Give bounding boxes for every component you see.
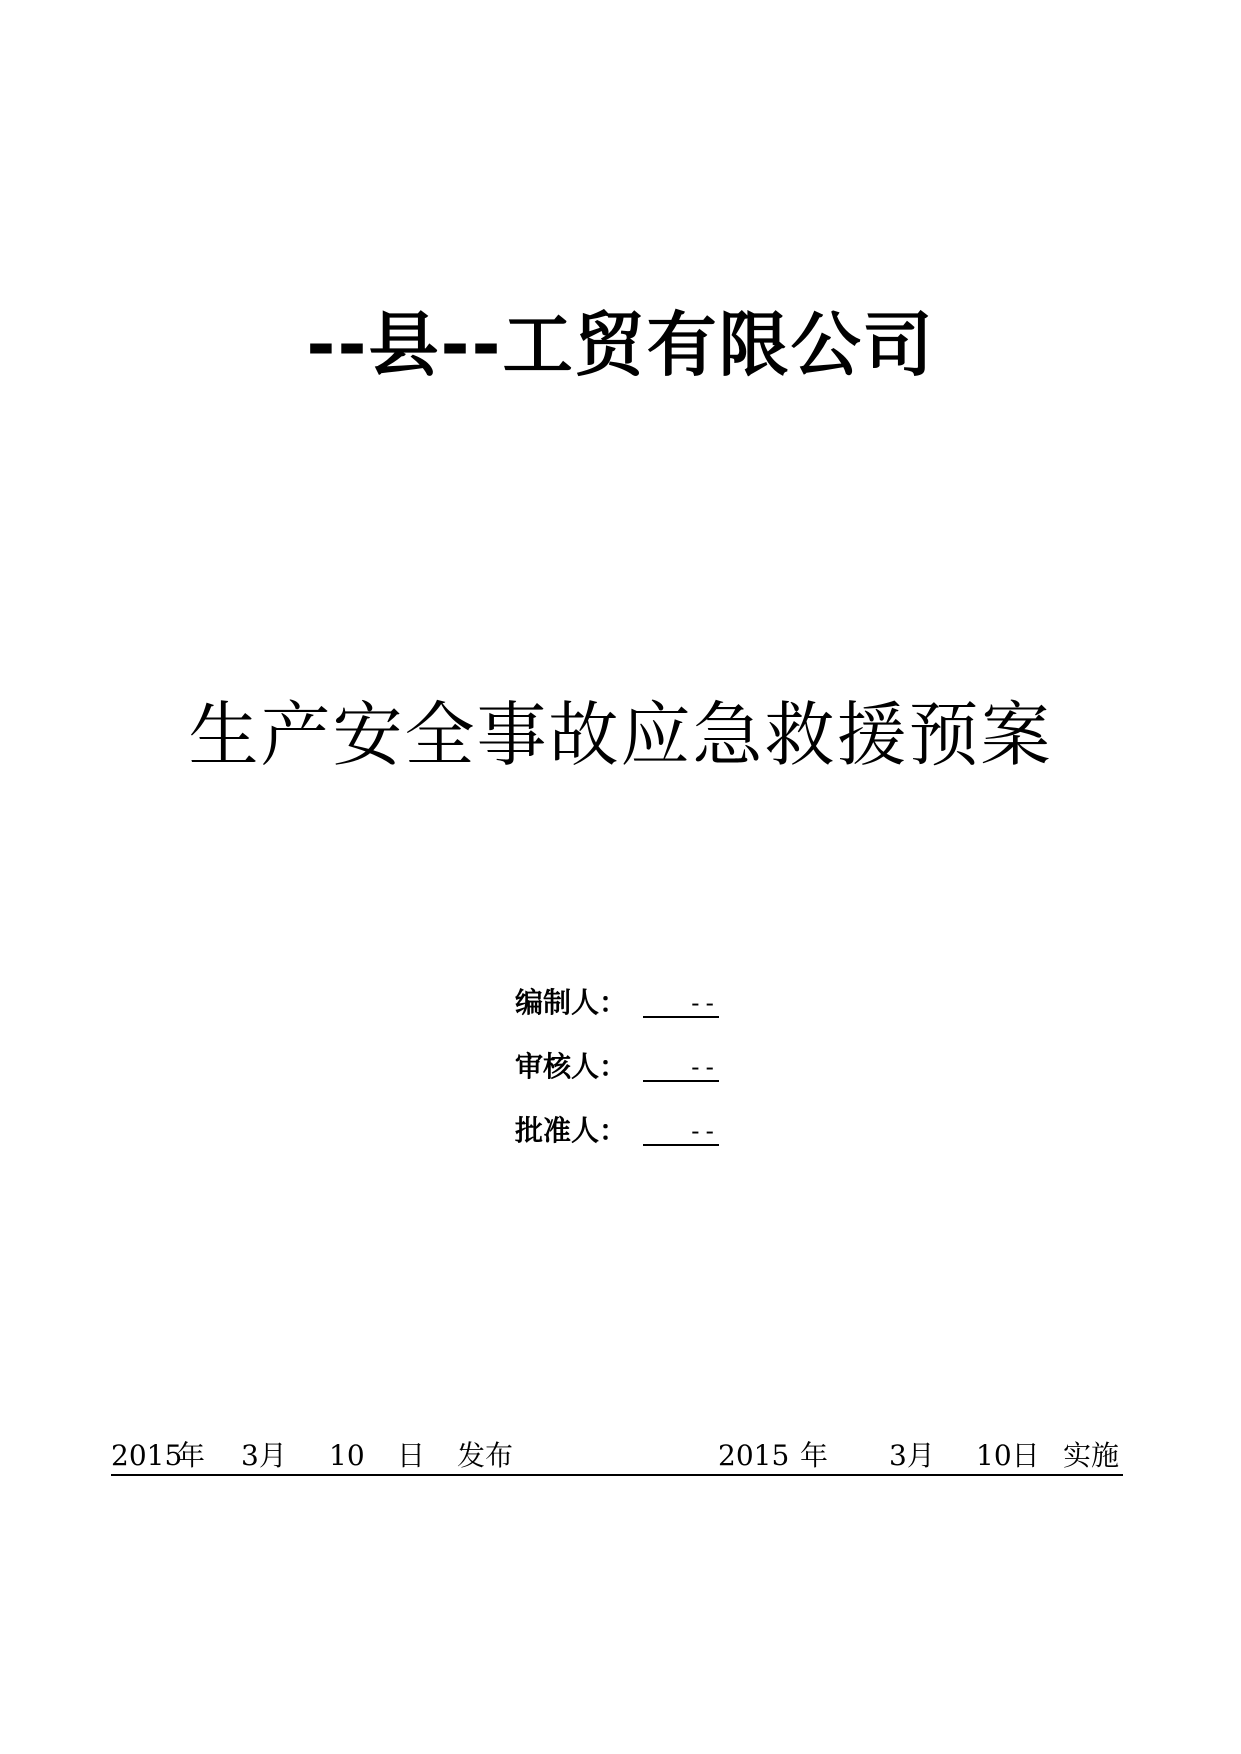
effective-action: 实施 (1063, 1439, 1120, 1472)
effective-month: 3月 (889, 1439, 935, 1472)
effective-year-unit: 年 (800, 1439, 829, 1472)
approver-value: -- (643, 1118, 719, 1146)
company-name: --县--工贸有限公司 (306, 304, 935, 386)
reviewer-label: 审核人： (515, 1050, 628, 1083)
publish-day-unit: 日 (397, 1439, 426, 1472)
publish-action: 发布 (457, 1439, 514, 1472)
signature-block (515, 988, 775, 1180)
editor-label: 编制人： (515, 986, 628, 1019)
publish-month: 3月 (241, 1439, 287, 1472)
publish-day: 10 (329, 1439, 365, 1472)
signature-row-editor (515, 988, 775, 1018)
reviewer-value: -- (643, 1054, 719, 1082)
editor-value: -- (643, 990, 719, 1018)
publish-year-unit: 年 (177, 1439, 206, 1472)
effective-year: 2015 (718, 1439, 790, 1472)
approver-label: 批准人： (515, 1114, 628, 1147)
plan-title: 生产安全事故应急救援预案 (188, 694, 1053, 776)
signature-row-reviewer (515, 1052, 775, 1082)
date-line (111, 1438, 1123, 1476)
effective-day: 10日 (976, 1439, 1040, 1472)
signature-row-approver (515, 1116, 775, 1146)
publish-year: 2015 (111, 1439, 183, 1472)
